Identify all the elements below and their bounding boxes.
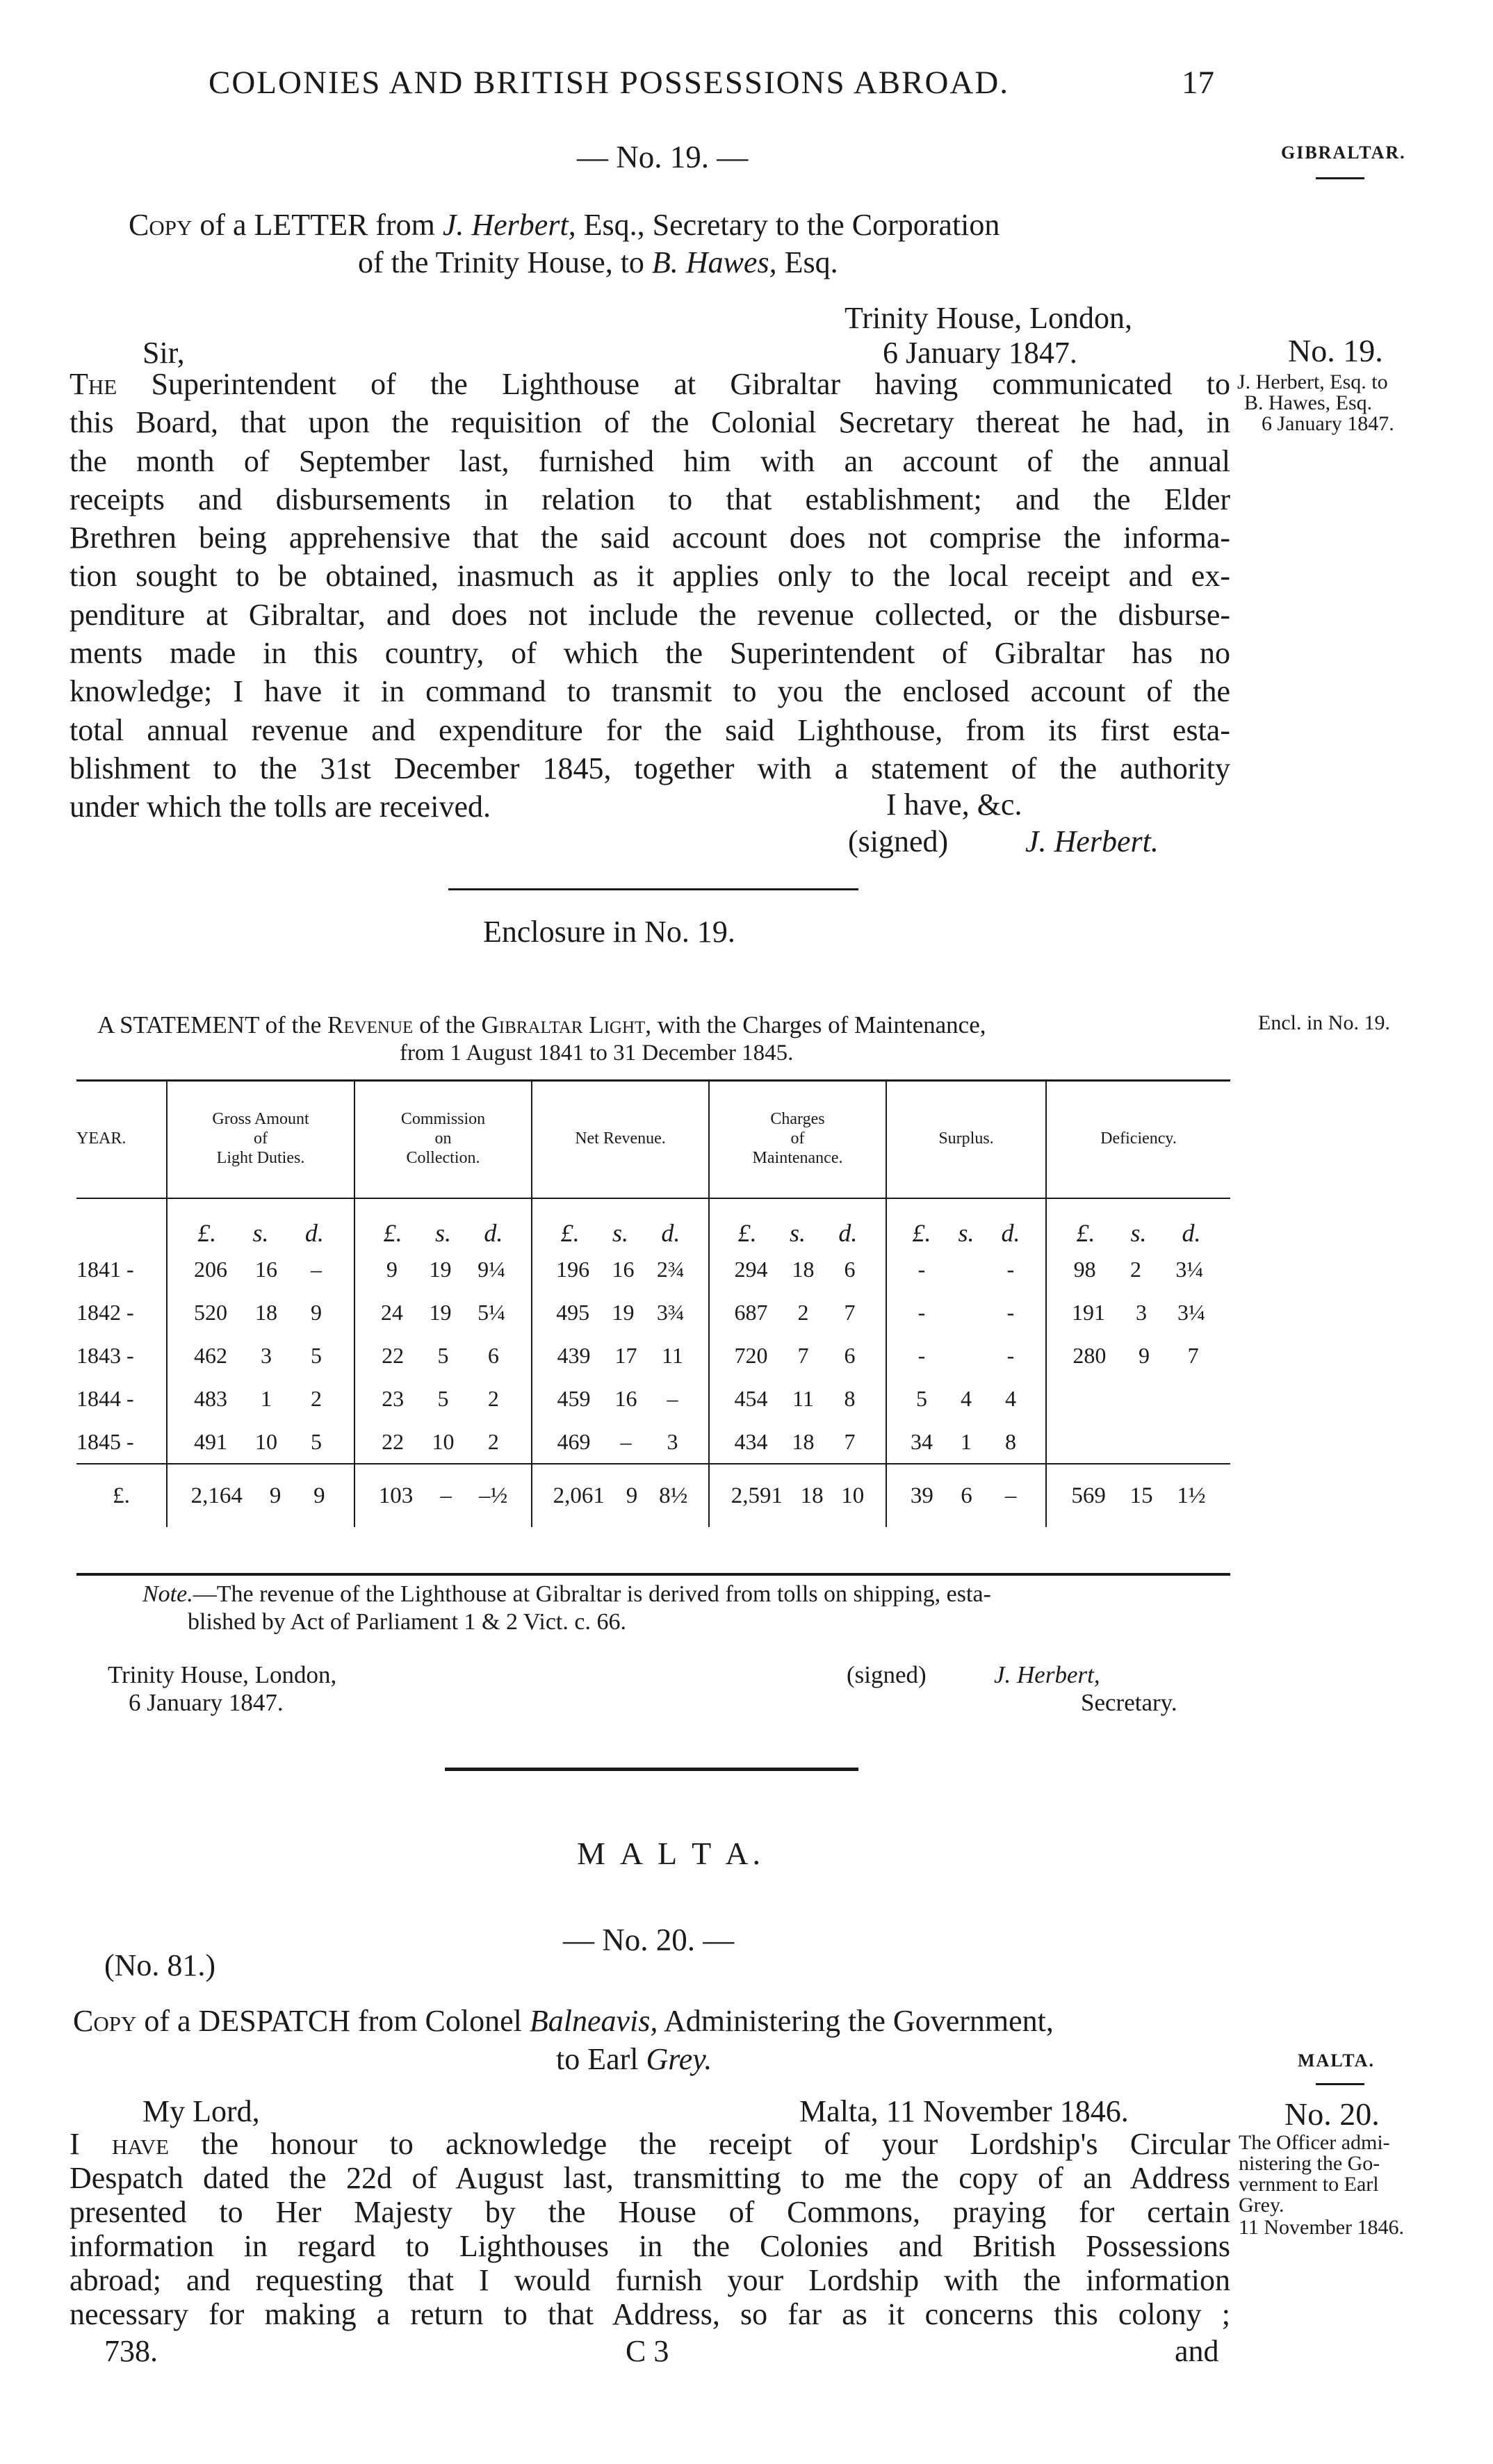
cell-net: 459 16 – bbox=[532, 1377, 709, 1420]
despatch-title-line-1: Copy of a DESPATCH from Colonel Balneavis, Administering the Government, bbox=[73, 2004, 1054, 2038]
col-commission: Commission on Collection. bbox=[354, 1079, 532, 1198]
table-bottom-rule bbox=[76, 1573, 1230, 1576]
statement-title-line-1: A STATEMENT of the Revenue of the Gibraltar Light, with the Charges of Maintenance, bbox=[97, 1011, 986, 1038]
running-title: COLONIES AND BRITISH POSSESSIONS ABROAD. bbox=[209, 65, 1010, 101]
total-net: 2,061 9 8½ bbox=[532, 1464, 709, 1527]
side-note-enclosure: Encl. in No. 19. bbox=[1258, 1011, 1390, 1034]
signature-title: Secretary. bbox=[1081, 1689, 1177, 1716]
despatch-number: — No. 20. — bbox=[563, 1923, 735, 1957]
cell-commission: 22 5 6 bbox=[354, 1334, 532, 1377]
cell-net: 495 19 3¾ bbox=[532, 1291, 709, 1334]
body-line: this Board, that upon the requisition of the Colonial Secretary thereat he had, in bbox=[70, 405, 1230, 440]
body-line: information in regard to Lighthouses in the Colonies and British Possessions bbox=[70, 2229, 1230, 2263]
title-text: Esq., Secretary to the Corporation bbox=[583, 208, 1000, 242]
cell-deficiency: 191 3 3¼ bbox=[1046, 1291, 1230, 1334]
despatch-title-line-2: to Earl Grey. bbox=[556, 2042, 712, 2076]
signed-label: (signed) bbox=[848, 824, 949, 858]
cell-deficiency bbox=[1046, 1420, 1230, 1464]
margin-head-gibraltar: GIBRALTAR. bbox=[1281, 142, 1406, 163]
despatch-salutation: My Lord, bbox=[142, 2094, 260, 2128]
enclosure-date: 6 January 1847. bbox=[129, 1689, 284, 1716]
total-deficiency: 569 15 1½ bbox=[1046, 1464, 1230, 1527]
total-charges: 2,591 18 10 bbox=[709, 1464, 886, 1527]
body-line: blishment to the 31st December 1845, together with a statement of the authority bbox=[70, 751, 1230, 785]
section-divider bbox=[448, 888, 858, 890]
row-year: 1844 - bbox=[76, 1385, 134, 1411]
table-row bbox=[76, 1248, 1230, 1291]
cell-deficiency: 280 9 7 bbox=[1046, 1334, 1230, 1377]
cell-net: 196 16 2¾ bbox=[532, 1248, 709, 1291]
body-line: abroad; and requesting that I would furnish your Lordship with the information bbox=[70, 2263, 1230, 2297]
sender-name: J. Herbert, bbox=[442, 208, 576, 242]
cell-surplus: - - bbox=[886, 1291, 1046, 1334]
cell-gross: 206 16 – bbox=[167, 1248, 354, 1291]
letter-title-line-2 bbox=[358, 245, 838, 280]
side-note-line: vernment to Earl bbox=[1239, 2173, 1379, 2196]
body-line: Brethren being apprehensive that the said account does not comprise the informa- bbox=[70, 521, 1230, 555]
letter-title-line-1 bbox=[129, 207, 1000, 243]
col-year: YEAR. bbox=[76, 1129, 127, 1148]
body-line: The Superintendent of the Lighthouse at Gibraltar having communicated to bbox=[70, 367, 1230, 401]
malta-heading: M A L T A. bbox=[577, 1836, 765, 1871]
row-year: 1841 - bbox=[76, 1256, 134, 1282]
note-line-1: Note.—The revenue of the Lighthouse at Gibraltar is derived from tolls on shipping, esta- bbox=[142, 1581, 991, 1607]
total-gross: 2,164 9 9 bbox=[167, 1464, 354, 1527]
enclosure-heading: Enclosure in No. 19. bbox=[483, 915, 735, 949]
cell-commission: 22 10 2 bbox=[354, 1420, 532, 1464]
title-text: of a LETTER from bbox=[199, 208, 435, 242]
table-row bbox=[76, 1420, 1230, 1464]
side-note-line: 6 January 1847. bbox=[1262, 412, 1394, 435]
side-note-line: The Officer admi- bbox=[1239, 2131, 1390, 2154]
cell-commission: 24 19 5¼ bbox=[354, 1291, 532, 1334]
footer-sheet-number: 738. bbox=[104, 2334, 158, 2368]
body-line: ments made in this country, of which the Superintendent of Gibraltar has no bbox=[70, 636, 1230, 671]
despatch-place-date: Malta, 11 November 1846. bbox=[799, 2094, 1129, 2128]
cell-gross: 520 18 9 bbox=[167, 1291, 354, 1334]
col-net: Net Revenue. bbox=[532, 1079, 709, 1198]
enclosure-place: Trinity House, London, bbox=[108, 1661, 337, 1688]
table-header-row bbox=[76, 1079, 1230, 1198]
col-surplus: Surplus. bbox=[886, 1079, 1046, 1198]
enclosure-signature: J. Herbert, bbox=[994, 1661, 1100, 1688]
footer-signature-mark: C 3 bbox=[626, 2334, 669, 2368]
body-line: presented to Her Majesty by the House of Commons, praying for certain bbox=[70, 2195, 1230, 2229]
body-line: I have the honour to acknowledge the receipt of your Lordship's Circular bbox=[70, 2127, 1231, 2161]
cell-charges: 454 11 8 bbox=[709, 1377, 886, 1420]
recipient-name: B. Hawes, bbox=[651, 245, 777, 279]
side-note-line: B. Hawes, Esq. bbox=[1244, 391, 1373, 414]
body-line: under which the tolls are received. bbox=[70, 790, 491, 824]
cell-surplus: - - bbox=[886, 1334, 1046, 1377]
copy-label: Copy bbox=[129, 208, 193, 242]
cell-charges: 687 2 7 bbox=[709, 1291, 886, 1334]
letter-date: 6 January 1847. bbox=[883, 336, 1077, 370]
table-total-row bbox=[76, 1464, 1230, 1527]
letter-signature: J. Herbert. bbox=[1025, 824, 1159, 858]
total-surplus: 39 6 – bbox=[886, 1464, 1046, 1527]
col-gross: Gross Amount of Light Duties. bbox=[167, 1079, 354, 1198]
body-line: tion sought to be obtained, inasmuch as it applies only to the local receipt and ex- bbox=[70, 559, 1230, 594]
title-text: Esq. bbox=[784, 245, 838, 279]
despatch-ref: (No. 81.) bbox=[104, 1948, 216, 1982]
total-commission: 103 – –½ bbox=[354, 1464, 532, 1527]
recipient-name: Grey. bbox=[646, 2042, 712, 2076]
side-note-line: Grey. bbox=[1239, 2194, 1284, 2217]
note-label: Note. bbox=[142, 1581, 193, 1607]
body-line: the month of September last, furnished him with an account of the annual bbox=[70, 443, 1230, 478]
table-body bbox=[76, 1248, 1230, 1464]
body-line: knowledge; I have it in command to transmit to you the enclosed account of the bbox=[70, 674, 1230, 709]
title-text: of the Trinity House, to bbox=[358, 245, 644, 279]
side-number-19: No. 19. bbox=[1288, 333, 1383, 368]
cell-gross: 483 1 2 bbox=[167, 1377, 354, 1420]
cell-charges: 294 18 6 bbox=[709, 1248, 886, 1291]
footer-catchword: and bbox=[1175, 2334, 1219, 2368]
row-year: 1845 - bbox=[76, 1428, 134, 1454]
col-charges: Charges of Maintenance. bbox=[709, 1079, 886, 1198]
cell-commission: 23 5 2 bbox=[354, 1377, 532, 1420]
margin-head-malta: MALTA. bbox=[1298, 2050, 1375, 2071]
table-row bbox=[76, 1291, 1230, 1334]
letter-salutation: Sir, bbox=[142, 336, 185, 370]
cell-deficiency bbox=[1046, 1377, 1230, 1420]
sender-name: Balneavis, bbox=[529, 2004, 658, 2038]
cell-charges: 434 18 7 bbox=[709, 1420, 886, 1464]
table-row bbox=[76, 1377, 1230, 1420]
body-line: necessary for making a return to that Address, so far as it concerns this colony ; bbox=[70, 2297, 1230, 2331]
body-line: receipts and disbursements in relation to that establishment; and the Elder bbox=[70, 482, 1230, 516]
cell-charges: 720 7 6 bbox=[709, 1334, 886, 1377]
body-lead: The bbox=[70, 367, 117, 401]
despatch-body bbox=[70, 2127, 1230, 2331]
side-note-line: nistering the Go- bbox=[1239, 2152, 1380, 2175]
units-row: £. s. d. £. s. d. £. s. d. £. s. d. £. s. d. £. s. d. bbox=[76, 1198, 1230, 1248]
body-line: total annual revenue and expenditure for the said Lighthouse, from its first esta- bbox=[70, 712, 1230, 747]
total-label: £. bbox=[113, 1483, 130, 1508]
side-note-line: 11 November 1846. bbox=[1239, 2216, 1405, 2239]
cell-gross: 491 10 5 bbox=[167, 1420, 354, 1464]
cell-net: 469 – 3 bbox=[532, 1420, 709, 1464]
statement-title-line-2: from 1 August 1841 to 31 December 1845. bbox=[400, 1041, 794, 1066]
note-line-2: blished by Act of Parliament 1 & 2 Vict. c. 66. bbox=[188, 1609, 626, 1635]
side-number-20: No. 20. bbox=[1284, 2096, 1380, 2132]
margin-head-rule bbox=[1316, 177, 1364, 179]
cell-gross: 462 3 5 bbox=[167, 1334, 354, 1377]
letter-place: Trinity House, London, bbox=[845, 301, 1132, 335]
side-note-line: J. Herbert, Esq. to bbox=[1237, 370, 1388, 393]
letter-closing: I have, &c. bbox=[886, 788, 1022, 822]
enclosure-signed-label: (signed) bbox=[847, 1661, 927, 1688]
letter-body bbox=[70, 365, 1230, 826]
row-year: 1843 - bbox=[76, 1342, 134, 1368]
body-line: Despatch dated the 22d of August last, transmitting to me the copy of an Address bbox=[70, 2161, 1230, 2195]
body-line: penditure at Gibraltar, and does not include the revenue collected, or the disburse- bbox=[70, 597, 1230, 632]
letter-number: — No. 19. — bbox=[577, 140, 749, 174]
section-divider-thick bbox=[445, 1768, 858, 1771]
col-deficiency: Deficiency. bbox=[1046, 1079, 1230, 1198]
body-lead: I have bbox=[70, 2127, 170, 2161]
cell-deficiency: 98 2 3¼ bbox=[1046, 1248, 1230, 1291]
row-year: 1842 - bbox=[76, 1299, 134, 1325]
cell-commission: 9 19 9¼ bbox=[354, 1248, 532, 1291]
cell-net: 439 17 11 bbox=[532, 1334, 709, 1377]
cell-surplus: 5 4 4 bbox=[886, 1377, 1046, 1420]
cell-surplus: - - bbox=[886, 1248, 1046, 1291]
table-row bbox=[76, 1334, 1230, 1377]
revenue-table bbox=[76, 1079, 1230, 1527]
page-number: 17 bbox=[1182, 65, 1214, 101]
cell-surplus: 34 1 8 bbox=[886, 1420, 1046, 1464]
margin-head-rule bbox=[1316, 2083, 1364, 2085]
